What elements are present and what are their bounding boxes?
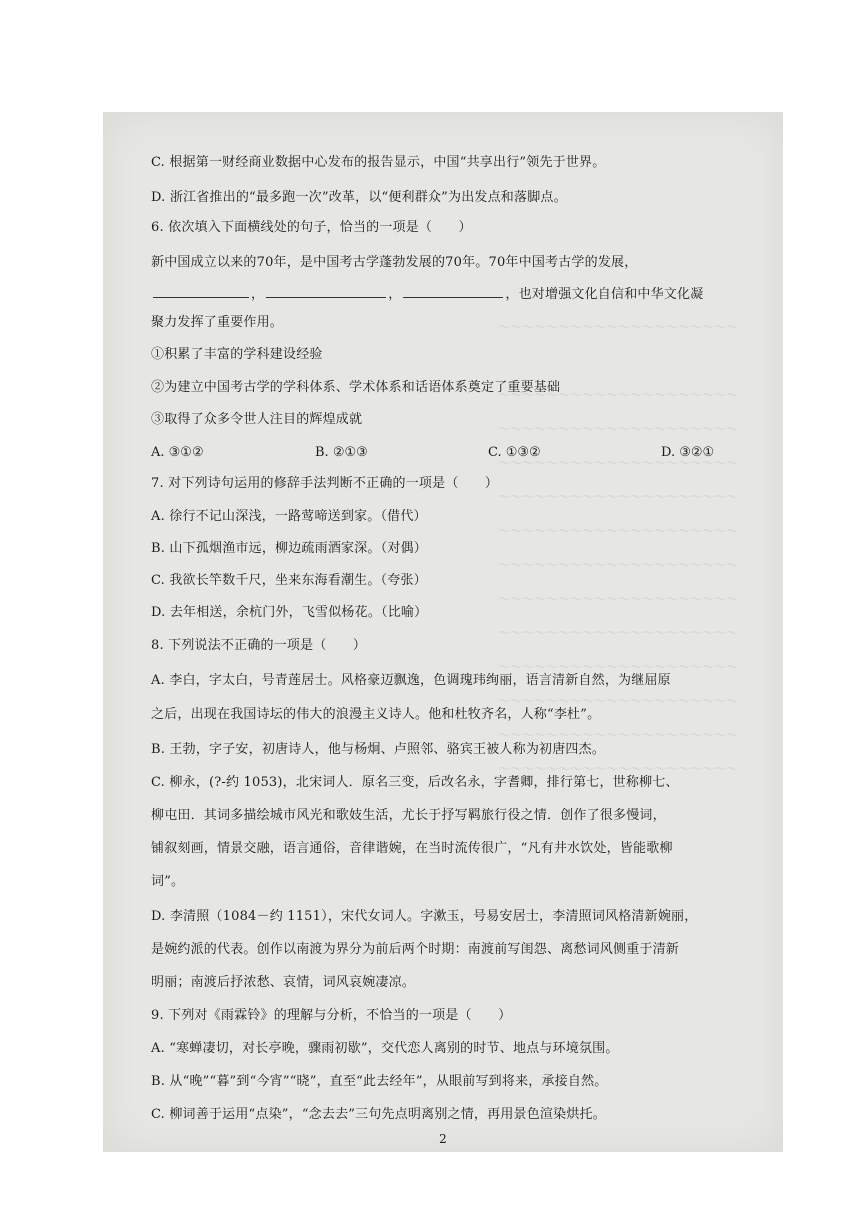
option-c-line: C. 根据第一财经商业数据中心发布的报告显示，中国“共享出行”领先于世界。: [151, 155, 606, 170]
question-7-option-d[interactable]: D. 去年相送，余杭门外，飞雪似杨花。（比喻）: [151, 605, 428, 620]
question-7-stem: 7. 对下列诗句运用的修辞手法判断不正确的一项是（ ）: [151, 476, 499, 491]
question-7-option-b[interactable]: B. 山下孤烟渔市远，柳边疏雨酒家深。（对偶）: [151, 541, 427, 556]
question-6-item-3: ③取得了众多令世人注目的辉煌成就: [151, 412, 363, 427]
answer-blank-3[interactable]: [403, 285, 503, 298]
question-9-option-b[interactable]: B. 从“晚”“暮”到“今宵”“晓”，直至“此去经年”，从眼前写到将来，承接自然。: [151, 1074, 608, 1089]
question-8-option-b[interactable]: B. 王勃，字子安，初唐诗人，他与杨炯、卢照邻、骆宾王被人称为初唐四杰。: [151, 742, 606, 757]
question-8-option-d-line3: 明丽；南渡后抒浓愁、哀情，词风哀婉凄凉。: [151, 975, 416, 990]
question-7-option-a[interactable]: A. 徐行不记山深浅，一路莺啼送到家。（借代）: [151, 509, 427, 524]
question-9-option-c[interactable]: C. 柳词善于运用“点染”，“念去去”三句先点明离别之情，再用景色渲染烘托。: [151, 1107, 606, 1122]
question-6-option-d[interactable]: D. ③②①: [661, 445, 715, 460]
scanned-page: [103, 112, 783, 1152]
question-8-option-d-line1[interactable]: D. 李清照（1084－约 1151），宋代女词人。字漱玉，号易安居士，李清照词风格清新婉丽，: [151, 909, 698, 924]
question-6-stem: 6. 依次填入下面横线处的句子，恰当的一项是（ ）: [151, 220, 472, 235]
question-6-option-c[interactable]: C. ①③②: [488, 445, 541, 460]
question-6-item-2: ②为建立中国考古学的学科体系、学术体系和话语体系奠定了重要基础: [151, 380, 561, 395]
question-9-stem: 9. 下列对《雨霖铃》的理解与分析，不恰当的一项是（ ）: [151, 1008, 512, 1023]
question-7-option-c[interactable]: C. 我欲长竿数千尺，坐来东海看潮生。（夸张）: [151, 573, 427, 588]
question-8-option-c-line3: 铺叙刻画，情景交融，语言通俗，音律谐婉，在当时流传很广，“凡有井水饮处，皆能歌柳: [151, 841, 673, 856]
question-8-option-d-line2: 是婉约派的代表。创作以南渡为界分为前后两个时期：南渡前写闺怨、离愁词风侧重于清新: [151, 942, 680, 957]
question-8-option-c-line2: 柳屯田．其词多描绘城市风光和歌妓生活，尤长于抒写羁旅行役之情．创作了很多慢词，: [151, 808, 666, 823]
answer-blank-2[interactable]: [266, 285, 386, 298]
answer-blank-1[interactable]: [153, 285, 249, 298]
page-number: 2: [439, 1132, 447, 1146]
blank-separator-1: ，: [251, 287, 265, 302]
question-6-passage-line1: 新中国成立以来的70年，是中国考古学蓬勃发展的70年。70年中国考古学的发展，: [151, 255, 638, 270]
question-8-option-c-line4: 词”。: [151, 874, 185, 889]
question-6-passage-line2: [151, 285, 703, 303]
question-8-stem: 8. 下列说法不正确的一项是（ ）: [151, 638, 367, 653]
bleed-through-text: ～～～～～～～～～～～～～～～～～～～～ ～～～～～～～～～～～～～～～～～～～～ ～～～～～～～～～～～～～～～～～～～～ ～～～～～～～～～～～～～～～～～～～～ ～～～～～～～～～～～～～～～～～～～～ ～～～～～～～～～～～～～～～～～～～～ ～～～～～～～～～～～～～～～～～～～～ ～～～～～～～～～～～～～～～～～～～～ ～～～～～～～～～～～～～～～～～～～～ ～～～～～～～～～～～～～～～～～～～～ ～～～～～～～～～～～～～～～～～～～～ ～～～～～～～～～～～～～～～～～～～～ ～～～～～～～～～～～～～～～～～～～～: [498, 320, 739, 776]
question-6-item-1: ①积累了丰富的学科建设经验: [151, 347, 323, 362]
question-6-passage-line3: 聚力发挥了重要作用。: [151, 315, 284, 330]
question-8-option-a-line2: 之后，出现在我国诗坛的伟大的浪漫主义诗人。他和杜牧齐名，人称“李杜”。: [151, 707, 601, 722]
question-6-option-b[interactable]: B. ②①③: [315, 445, 368, 460]
blank-separator-2: ，: [388, 287, 402, 302]
question-9-option-a[interactable]: A. “寒蝉凄切，对长亭晚，骤雨初歇”，交代恋人离别的时节、地点与环境氛围。: [151, 1041, 619, 1056]
question-8-option-c-line1[interactable]: C. 柳永，(?-约 1053)，北宋词人．原名三变，后改名永，字耆卿，排行第七，世称柳七、: [151, 775, 679, 790]
question-8-option-a-line1[interactable]: A. 李白，字太白，号青莲居士。风格豪迈飘逸，色调瑰玮绚丽，语言清新自然，为继屈原: [151, 673, 671, 688]
question-6-option-a[interactable]: A. ③①②: [151, 445, 204, 460]
option-d-line: D. 浙江省推出的“最多跑一次”改革，以“便利群众”为出发点和落脚点。: [151, 190, 567, 205]
passage-line2-tail: ，也对增强文化自信和中华文化凝: [505, 287, 704, 302]
